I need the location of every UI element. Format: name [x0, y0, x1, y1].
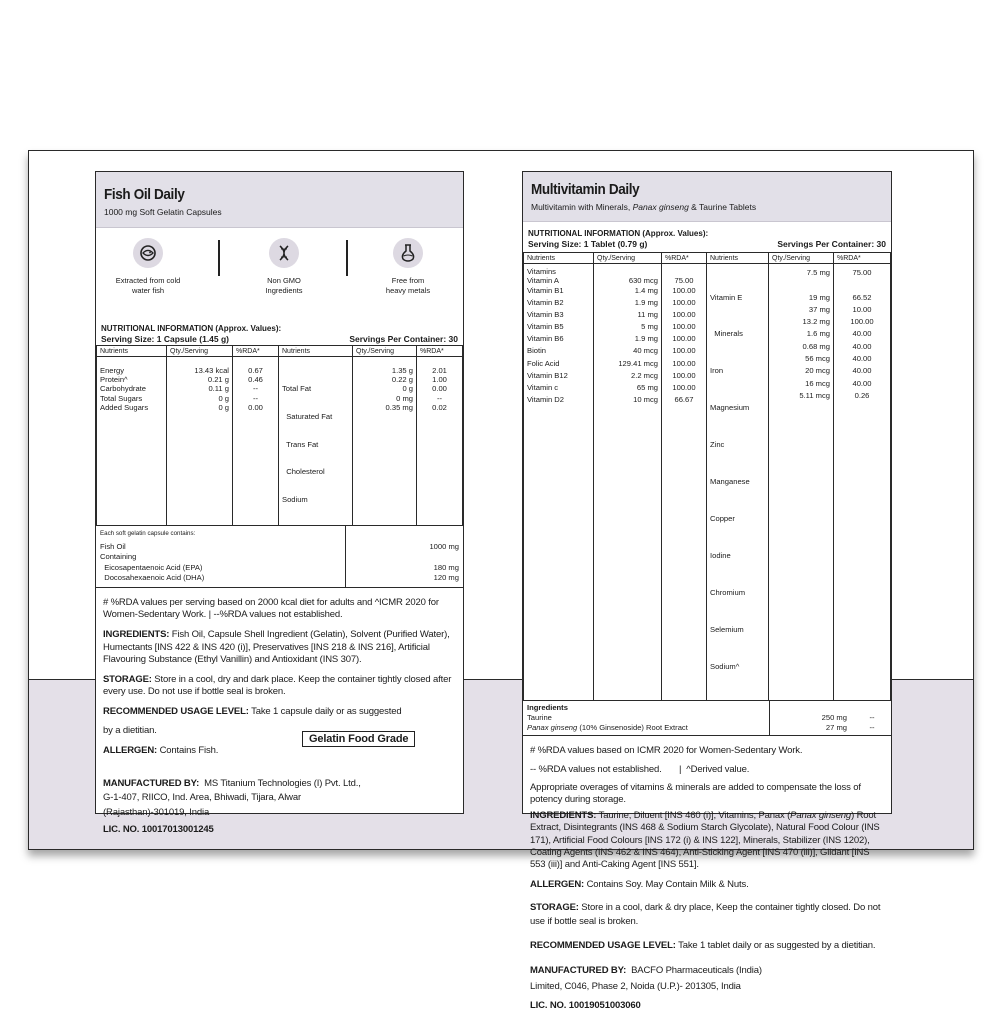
ingredient-qty — [774, 703, 857, 733]
capsule-note: Each soft gelatin capsule contains: — [100, 530, 196, 538]
usage-text: Take 1 capsule daily or as suggested — [248, 706, 402, 718]
feature-label-line1: Non GMO — [267, 276, 301, 285]
manufacturer-line1: MS Titanium Technologies (I) Pvt. Ltd., — [199, 777, 361, 789]
nutrient-names-left — [97, 357, 167, 526]
cell: 0.68 mg — [802, 341, 830, 351]
column-header: %RDA* — [233, 346, 279, 357]
cell: 0.26 — [854, 390, 870, 400]
cell: Protein^ — [100, 375, 128, 385]
cell: 1.9 mg — [634, 334, 658, 344]
cell: 100.00 — [672, 346, 696, 356]
subtitle-text: & Taurine Tablets — [688, 202, 757, 212]
cell: Vitamin B6 — [527, 334, 564, 344]
cell: Vitamin B5 — [527, 322, 564, 332]
cell: Vitamin B1 — [527, 286, 564, 295]
cell: Total Sugars — [100, 393, 143, 403]
storage-label: STORAGE: — [530, 902, 579, 914]
column-header: %RDA* — [662, 253, 707, 264]
storage-label: STORAGE: — [103, 673, 152, 685]
ingredients-label: INGREDIENTS: — [103, 629, 170, 641]
manufacturer — [96, 777, 463, 821]
manufacturer — [523, 963, 891, 995]
feature-label-line2: water fish — [131, 286, 165, 295]
multivitamin-label — [522, 171, 892, 1012]
usage-level — [96, 706, 463, 718]
cell: 2.2 mcg — [630, 370, 658, 380]
cell: 1.9 mg — [634, 298, 658, 308]
usage-label: RECOMMENDED USAGE LEVEL: — [103, 706, 249, 718]
allergen-label: ALLERGEN: — [103, 744, 158, 756]
mineral-qty — [769, 264, 834, 701]
cell: Cholesterol — [282, 467, 325, 477]
capsule-quantities — [346, 526, 463, 587]
cell: 20 mcg — [805, 366, 830, 376]
cell: 0.11 g — [208, 384, 229, 394]
overages-note: Appropriate overages of vitamins & minerals are added to compensate the loss of potency during storage. — [530, 781, 861, 805]
cell: 1.6 mg — [806, 329, 830, 339]
cell: 0.02 — [432, 402, 447, 412]
cell: 180 mg — [433, 562, 459, 572]
cell: 65 mg — [636, 382, 658, 392]
cell: 0 g — [402, 384, 413, 394]
cell: Taurine — [527, 713, 552, 723]
multivitamin-header — [523, 172, 891, 222]
multivitamin-subtitle — [531, 202, 883, 212]
fish-oil-nutrition-table — [96, 345, 463, 526]
cell: 56 mcg — [805, 354, 830, 364]
license-number: LIC. NO. 10019051003060 — [530, 1000, 641, 1012]
cell: 630 mcg — [628, 276, 658, 285]
multivitamin-nutrition-table — [523, 252, 891, 701]
cell: 100.00 — [850, 317, 874, 327]
manufacturer-label: MANUFACTURED BY: — [530, 965, 627, 977]
serving-size: Serving Size: 1 Tablet (0.79 g) — [528, 239, 648, 249]
cell: 100.00 — [672, 322, 696, 332]
cell: Selemium — [710, 624, 744, 634]
cell: 120 mg — [433, 573, 459, 583]
cell: 40.00 — [852, 378, 872, 388]
allergen-text: Contains Soy. May Contain Milk & Nuts. — [584, 879, 749, 891]
manufacturer-line3: (Rajasthan)-301019, India — [103, 806, 210, 818]
rda-note-derived: -- %RDA values not established. | ^Derived value. — [530, 763, 750, 775]
capsule-composition — [96, 526, 463, 588]
cell: 0.46 — [248, 375, 263, 385]
cell: Vitamin D2 — [527, 394, 565, 404]
cell: 250 mg — [821, 713, 847, 723]
cell: 75.00 — [674, 276, 694, 285]
cell: 2.01 — [432, 366, 447, 375]
nutrition-heading: NUTRITIONAL INFORMATION (Approx. Values): — [528, 229, 709, 238]
cell: 75.00 — [852, 268, 872, 277]
feature-label-line2: Ingredients — [265, 286, 303, 295]
cell: 19 mg — [808, 292, 830, 302]
cell: 11 mg — [637, 310, 658, 320]
cell: Vitamin B12 — [527, 370, 568, 380]
column-header: Nutrients — [97, 346, 167, 357]
cell: -- — [869, 723, 875, 733]
cell: 1.35 g — [391, 366, 413, 375]
cell: Minerals — [710, 329, 743, 339]
usage-text-line2: by a dietitian. — [103, 724, 157, 736]
ingredients-italic: Panax ginseng — [790, 810, 852, 822]
usage-level — [523, 938, 891, 954]
cell-text: (10% Ginsenoside) Root Extract — [577, 723, 688, 733]
divider — [218, 240, 220, 276]
cell: Copper — [710, 513, 735, 523]
table-body — [97, 357, 463, 526]
cell: 0.67 — [248, 366, 263, 375]
ingredients-text: Taurine, Diluent [INS 460 (i)], Vitamins, Panax ( — [596, 810, 791, 822]
cell: 13.2 mg — [802, 317, 830, 327]
cell: Vitamin B3 — [527, 310, 564, 320]
table-body — [524, 264, 891, 701]
cell-italic: Panax ginseng — [527, 723, 578, 733]
vitamin-names — [524, 264, 594, 701]
ingredients-text: ) Root Extract, Disintegrants (INS 468 & Sodium Starch Glycolate), Natural Food Colour (INS 171), Artificial Food Colours [INS 172 (i) & INS 122], Minerals, Stabilizer (INS 1202), Coating Agents (INS 462 & INS 464), Anti-Sticking Agent [INS 470 (iii)], Glidant [INS 553 (iii)] and Anti-Caking Agent [INS 551]. — [530, 810, 880, 871]
manufacturer-line1: BACFO Pharmaceuticals (India) — [626, 965, 762, 977]
cell: 5 mg — [641, 322, 658, 332]
column-header: Nutrients — [707, 253, 769, 264]
usage-level-cont — [96, 724, 463, 745]
fish-oil-title: Fish Oil Daily — [104, 186, 185, 203]
cell: Folic Acid — [527, 358, 560, 368]
cell: 40.00 — [852, 366, 872, 376]
cell: Biotin — [527, 346, 546, 356]
cell: 5.11 mcg — [799, 390, 830, 400]
ingredient-values — [770, 701, 891, 735]
cell: 100.00 — [672, 358, 696, 368]
divider — [346, 240, 348, 276]
column-header: %RDA* — [417, 346, 463, 357]
cell: Vitamin E — [710, 292, 743, 302]
cell: 66.52 — [852, 292, 872, 302]
cell: Energy — [100, 366, 125, 375]
fish-oil-feature-icons — [96, 228, 463, 324]
cell: Docosahexaenoic Acid (DHA) — [100, 573, 205, 583]
vitamin-rda — [662, 264, 707, 701]
cell: 13.43 kcal — [194, 366, 229, 375]
cell: 16 mcg — [805, 378, 830, 388]
manufacturer-line2: Limited, C046, Phase 2, Noida (U.P.)- 201305, India — [530, 981, 741, 993]
cell: Iodine — [710, 550, 731, 560]
cell: 100.00 — [672, 310, 696, 320]
storage — [96, 674, 463, 698]
serving-info — [96, 334, 463, 345]
cell: 1.4 mg — [634, 286, 658, 295]
cell: Vitamins — [527, 267, 556, 276]
nutrient-rda-right — [417, 357, 463, 526]
cell: Trans Fat — [282, 439, 319, 449]
cell: Manganese — [710, 477, 750, 487]
cell — [350, 552, 459, 563]
column-header: Nutrients — [524, 253, 594, 264]
subtitle-italic: Panax ginseng — [632, 202, 689, 212]
ingredient-names — [523, 701, 770, 735]
cell: -- — [252, 384, 259, 394]
cell: 0.21 g — [207, 375, 229, 385]
cell: 129.41 mcg — [618, 358, 658, 368]
nutrient-names-right — [279, 357, 353, 526]
mineral-names — [707, 264, 769, 701]
allergen-label: ALLERGEN: — [530, 879, 585, 891]
cell: Vitamin c — [527, 382, 559, 392]
feature-label-line2: heavy metals — [385, 286, 431, 295]
feature-label-line1: Extracted from cold — [115, 276, 181, 285]
usage-text: Take 1 tablet daily or as suggested by a dietitian. — [675, 940, 876, 952]
cell: 0.00 — [248, 402, 263, 412]
cell: 100.00 — [672, 370, 696, 380]
rda-note: # %RDA values per serving based on 2000 kcal diet for adults and ^ICMR 2020 for Women-Sedentary Work. | --%RDA values not established. — [103, 596, 439, 621]
column-header: Qty./Serving — [594, 253, 662, 264]
column-header: Qty./Serving — [167, 346, 233, 357]
column-header: %RDA* — [834, 253, 891, 264]
cell: Iron — [710, 366, 724, 376]
cell: Containing — [100, 552, 137, 562]
column-header: Qty./Serving — [353, 346, 417, 357]
cell: 40.00 — [852, 341, 872, 351]
cell: 40.00 — [852, 354, 872, 364]
cell: 0.22 g — [391, 375, 413, 385]
servings-per-container: Servings Per Container: 30 — [777, 239, 886, 249]
ingredients-label: INGREDIENTS: — [530, 810, 597, 822]
allergen — [523, 879, 891, 891]
cell: Vitamin A — [527, 276, 559, 285]
servings-per-container: Servings Per Container: 30 — [349, 334, 458, 344]
ingredient-composition — [523, 701, 891, 736]
cell: 0 mg — [396, 393, 413, 403]
storage-text: Store in a cool, dry and dark place. Keep the container tightly closed after every use. Do not use if bottle seal is broken. — [103, 673, 452, 698]
multivitamin-title: Multivitamin Daily — [531, 181, 640, 198]
cell: Carbohydrate — [100, 384, 147, 394]
storage-text: Store in a cool, dark & dry place, Keep the container tightly closed. Do not use if bottle seal is broken. — [530, 902, 881, 928]
cell: 0 g — [218, 393, 229, 403]
cell: -- — [252, 393, 259, 403]
column-header: Nutrients — [279, 346, 353, 357]
fish-icon — [133, 238, 163, 268]
nutrient-qty-right — [353, 357, 417, 526]
nutrient-rda-left — [233, 357, 279, 526]
ingredients — [523, 810, 891, 871]
cell: 100.00 — [672, 382, 696, 392]
storage — [523, 901, 891, 929]
feature-cold-water-fish — [108, 238, 188, 296]
cell: 10.00 — [852, 304, 872, 314]
feature-free-heavy-metals — [368, 238, 448, 296]
manufacturer-label: MANUFACTURED BY: — [103, 777, 200, 789]
cell: Chromium — [710, 587, 746, 597]
nutrition-heading: NUTRITIONAL INFORMATION (Approx. Values): — [101, 324, 282, 333]
allergen-text: Contains Fish. — [157, 744, 219, 756]
ingredients-heading: Ingredients — [527, 703, 568, 713]
cell: Fish Oil — [100, 541, 126, 551]
feature-label-line1: Free from — [391, 276, 425, 285]
dna-icon — [269, 238, 299, 268]
cell: 37 mg — [808, 304, 830, 314]
cell: Added Sugars — [100, 402, 149, 412]
mineral-rda — [834, 264, 891, 701]
cell: 100.00 — [672, 334, 696, 344]
rda-note: # %RDA values based on ICMR 2020 for Women-Sedentary Work. — [530, 745, 803, 757]
cell: -- — [869, 713, 875, 723]
ingredients — [96, 629, 463, 666]
cell — [527, 723, 765, 733]
cell: 40.00 — [852, 329, 872, 339]
subtitle-text: Multivitamin with Minerals, — [531, 202, 633, 212]
ingredients-text: Fish Oil, Capsule Shell Ingredient (Gelatin), Solvent (Purified Water), Humectants [INS 422 & INS 420 (i)], Preservatives [INS 218 & INS 216], Artificial Flavouring Substance (Ethyl Vanillin) and Antioxidant (INS 307). — [103, 629, 450, 665]
feature-non-gmo — [244, 238, 324, 296]
vitamin-qty — [594, 264, 662, 701]
cell: Sodium — [282, 494, 308, 504]
cell: Eicosapentaenoic Acid (EPA) — [100, 562, 203, 572]
cell: Saturated Fat — [282, 412, 333, 422]
cell: 7.5 mg — [806, 268, 830, 277]
fish-oil-subtitle: 1000 mg Soft Gelatin Capsules — [104, 207, 222, 217]
cell: 1000 mg — [429, 541, 459, 551]
ingredient-rda — [857, 703, 887, 733]
serving-size: Serving Size: 1 Capsule (1.45 g) — [101, 334, 230, 344]
cell: Zinc — [710, 440, 725, 450]
cell: 66.67 — [674, 394, 694, 404]
fish-oil-header — [96, 172, 463, 228]
cell: 10 mcg — [633, 394, 658, 404]
cell: Vitamin B2 — [527, 298, 564, 308]
cell: 40 mcg — [633, 346, 658, 356]
gelatin-food-grade-badge: Gelatin Food Grade — [302, 731, 415, 747]
cell: 100.00 — [672, 286, 696, 295]
nutrient-qty-left — [167, 357, 233, 526]
flask-icon — [393, 238, 423, 268]
cell: 100.00 — [672, 298, 696, 308]
cell: 0.00 — [432, 384, 447, 394]
cell: Magnesium — [710, 403, 750, 413]
cell: Sodium^ — [710, 661, 740, 671]
cell: -- — [436, 393, 443, 403]
cell: 27 mg — [825, 723, 847, 733]
cell: Total Fat — [282, 384, 312, 394]
manufacturer-line2: G-1-407, RIICO, Ind. Area, Bhiwadi, Tijara, Alwar — [103, 792, 302, 804]
license-number: LIC. NO. 10017013001245 — [103, 824, 214, 836]
cell: 0 g — [218, 402, 229, 412]
usage-label: RECOMMENDED USAGE LEVEL: — [530, 940, 676, 952]
cell: 1.00 — [432, 375, 447, 385]
column-header: Qty./Serving — [769, 253, 834, 264]
cell: 0.35 mg — [385, 402, 413, 412]
fish-oil-label — [95, 171, 464, 836]
serving-info — [523, 239, 891, 250]
capsule-names — [96, 526, 346, 587]
